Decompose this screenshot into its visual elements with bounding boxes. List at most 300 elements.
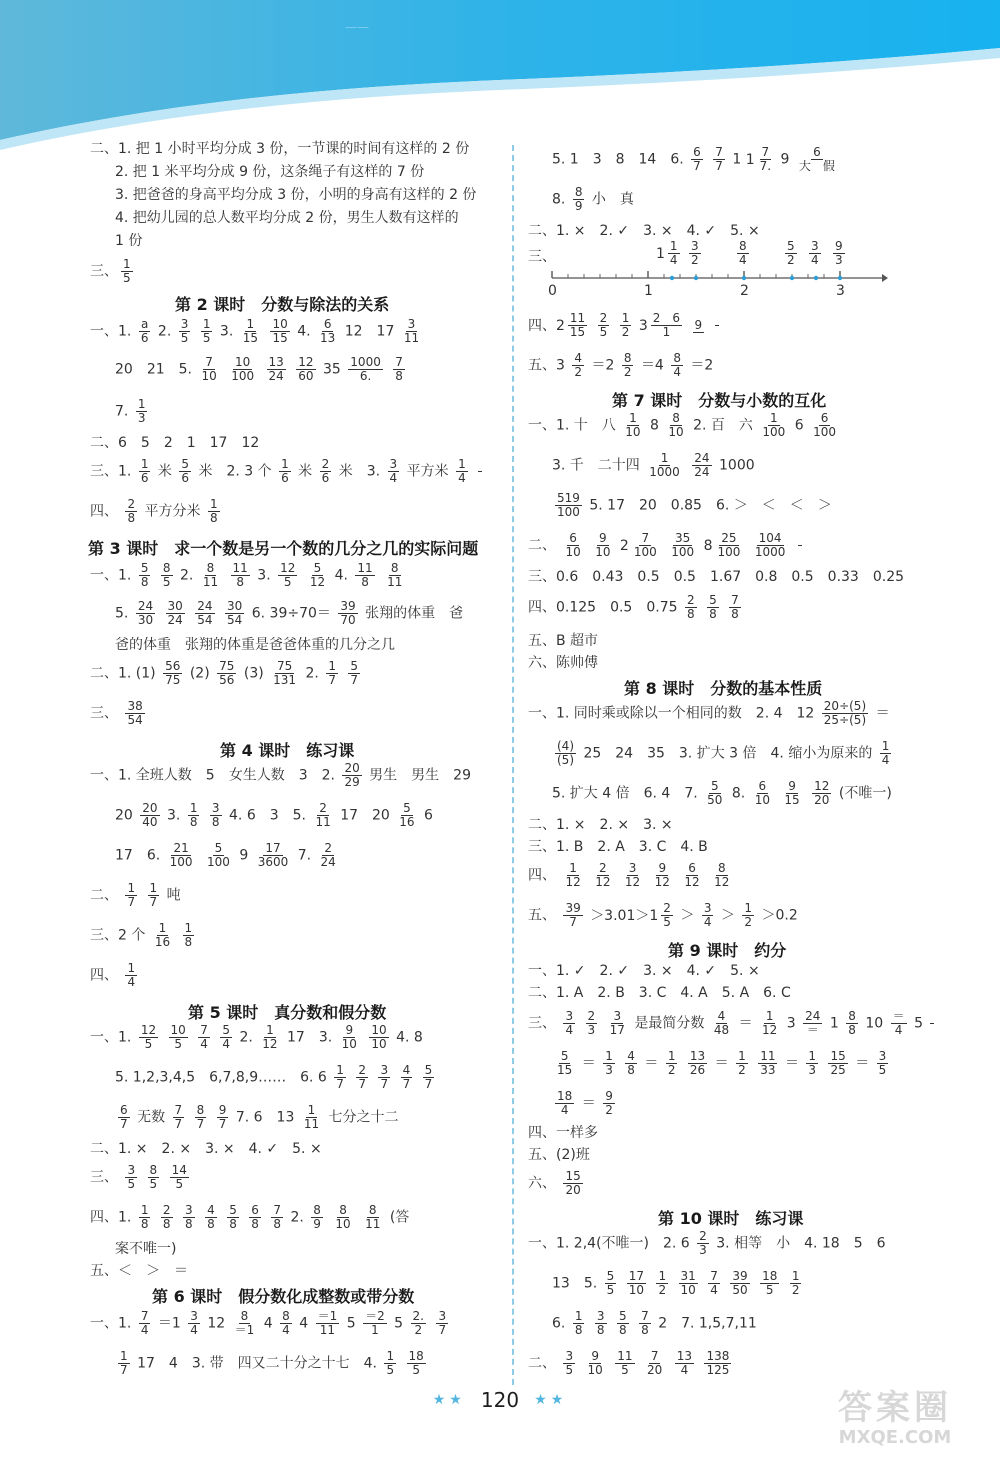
numerator: 3	[703, 901, 712, 915]
denominator: 10	[680, 1283, 696, 1297]
denominator: 11	[403, 331, 420, 345]
number-line-fraction-label	[782, 240, 800, 267]
text-segment: 5. 1 3 8 14 6.	[552, 151, 684, 168]
numerator: 2 6	[652, 311, 681, 325]
header-label: ——	[345, 20, 369, 34]
numerator: 8	[313, 1203, 321, 1217]
text-segment: 5.	[115, 605, 129, 622]
fraction	[705, 780, 724, 807]
numerator: 2	[686, 593, 695, 607]
text-segment: 五、3	[528, 357, 565, 374]
numerator: 1	[738, 1049, 746, 1063]
text-segment: 17 20	[340, 807, 390, 824]
fraction	[730, 1270, 749, 1297]
text-segment: 7.	[115, 403, 129, 420]
row	[90, 1204, 409, 1231]
fraction	[125, 700, 144, 727]
text-segment: 3	[786, 1015, 796, 1032]
whole-part: 四、2	[528, 317, 565, 334]
text-segment: 4.	[297, 323, 311, 340]
mixed-number	[590, 902, 676, 929]
fraction	[790, 1270, 802, 1297]
text-segment: 5	[346, 1315, 356, 1332]
denominator: 4	[881, 753, 890, 767]
fraction	[169, 1024, 188, 1051]
text-segment: 25 24 35 3. 扩大 3 倍 4. 缩小为原来的	[583, 745, 873, 762]
fraction	[661, 902, 673, 929]
fraction	[161, 562, 173, 589]
number-line-point	[838, 276, 842, 280]
denominator: 10	[595, 545, 611, 559]
section-title-lesson-10: 第 10 课时 练习课	[658, 1209, 804, 1228]
watermark-text: 答案圈	[838, 1388, 952, 1428]
fraction	[369, 1024, 388, 1051]
numerator: 18	[408, 1349, 424, 1363]
numerator: ＝2	[365, 1309, 385, 1323]
fraction	[555, 1090, 574, 1117]
fraction	[809, 240, 821, 267]
text-segment: 5	[394, 1315, 404, 1332]
number-line-fraction-label	[806, 240, 824, 267]
numerator: 1	[629, 411, 637, 425]
denominator: 10	[625, 425, 641, 439]
denominator: 100	[169, 855, 193, 869]
whole-part: 3	[638, 317, 648, 334]
denominator: 大 假	[798, 159, 835, 173]
denominator: 100	[633, 545, 657, 559]
text-segment: 2.	[180, 567, 194, 584]
fraction	[671, 352, 683, 379]
numerator: 5	[710, 779, 719, 793]
fraction	[199, 356, 218, 383]
denominator: 11	[303, 1117, 320, 1131]
numerator: 2.	[412, 1309, 424, 1323]
fraction	[271, 660, 298, 687]
fraction	[388, 458, 400, 485]
fraction	[639, 1310, 651, 1337]
denominator: 33	[760, 1063, 776, 1077]
mixed-number	[746, 146, 776, 173]
fraction	[220, 1024, 232, 1051]
row	[528, 862, 734, 889]
numerator: 2	[599, 861, 607, 875]
row	[115, 842, 341, 869]
numerator: 1000	[350, 355, 381, 369]
numerator: 20	[344, 761, 360, 775]
right-s9-r7: 五、(2)班	[528, 1147, 590, 1163]
fraction	[278, 562, 297, 589]
denominator: 4	[389, 471, 398, 485]
row	[528, 412, 841, 439]
text-segment: 8.	[552, 191, 566, 208]
numerator: 9	[658, 861, 667, 875]
numerator: 8	[282, 1309, 290, 1323]
mixed-number	[620, 532, 662, 559]
denominator: 7	[715, 159, 723, 173]
row	[552, 452, 755, 479]
denominator: 1	[371, 1323, 379, 1337]
row	[90, 882, 181, 909]
numerator: 4	[574, 351, 583, 365]
denominator: 5	[283, 575, 292, 589]
left-line-5: 1 份	[115, 233, 143, 249]
denominator: 8	[185, 1217, 193, 1231]
text-segment: 四、	[90, 503, 118, 520]
text-segment: 5. 1,2,3,4,5 6,7,8,9…… 6. 6	[115, 1069, 327, 1086]
text-segment: 4. 8	[396, 1029, 423, 1046]
denominator: 3	[808, 1063, 817, 1077]
text-segment: 无数	[137, 1109, 166, 1126]
numerator: 10	[272, 317, 288, 331]
fraction	[704, 1350, 731, 1377]
fraction	[713, 146, 725, 173]
numerator: 17	[265, 841, 281, 855]
numerator: 24	[197, 599, 213, 613]
denominator: 8	[162, 1217, 171, 1231]
text-segment: 7. 6 13	[235, 1109, 295, 1126]
numerator: 11	[232, 561, 248, 575]
row	[90, 962, 140, 989]
fraction	[241, 318, 260, 345]
text-segment: 二、	[528, 537, 556, 554]
numerator	[478, 471, 482, 472]
text-segment: 6. 39÷70＝	[251, 605, 331, 622]
numerator: 1	[791, 1269, 800, 1283]
fraction	[623, 862, 642, 889]
numerator: 2	[599, 311, 608, 325]
text-segment: 男生 男生 29	[369, 767, 471, 784]
denominator: 8	[686, 607, 695, 621]
denominator: 5	[127, 1177, 136, 1191]
fraction	[563, 902, 582, 929]
denominator: 4	[140, 1323, 149, 1337]
row	[90, 1164, 192, 1191]
fraction	[712, 1010, 731, 1037]
fraction	[555, 740, 576, 767]
numerator: 6	[693, 145, 701, 159]
row	[90, 1024, 423, 1051]
fraction	[316, 1310, 340, 1337]
fraction	[605, 1270, 617, 1297]
denominator: 5	[202, 331, 211, 345]
denominator: 12	[684, 875, 700, 889]
numerator: 15	[565, 1169, 581, 1183]
denominator: 4	[894, 1023, 903, 1037]
denominator: 8	[731, 607, 739, 621]
row	[528, 1170, 586, 1197]
text-segment: 吨	[166, 887, 181, 904]
fraction	[620, 312, 632, 339]
text-segment: 10	[865, 1015, 884, 1032]
row	[90, 562, 407, 589]
numerator: 1	[158, 921, 167, 935]
denominator: 54	[197, 613, 213, 627]
numerator: 4	[402, 1063, 411, 1077]
text-segment: 17 6.	[115, 847, 161, 864]
row	[528, 1230, 886, 1257]
fraction	[280, 1310, 292, 1337]
denominator: 6	[281, 471, 289, 485]
numerator: 7	[395, 355, 403, 369]
denominator: 5	[765, 1283, 774, 1297]
denominator: 15	[272, 331, 288, 345]
numerator: 7	[140, 1309, 149, 1323]
numerator: 2	[587, 1009, 596, 1023]
left-s5-r4: 二、1. × 2. × 3. × 4. ✓ 5. ×	[90, 1141, 322, 1157]
numerator: 7	[731, 593, 739, 607]
denominator: 54	[227, 613, 243, 627]
denominator: 1	[662, 325, 671, 339]
denominator: 7	[120, 1363, 128, 1377]
text-segment: 一、1.	[90, 323, 132, 340]
fraction	[563, 532, 582, 559]
denominator: 4	[190, 1323, 198, 1337]
fraction	[183, 1204, 195, 1231]
fraction	[311, 1204, 323, 1231]
numerator: 1	[307, 1103, 316, 1117]
text-segment: 米 2. 3 个	[198, 463, 272, 480]
numerator: 5	[350, 659, 359, 673]
left-san-row	[90, 258, 136, 285]
text-segment: (答	[389, 1209, 410, 1226]
fraction	[233, 1310, 257, 1337]
denominator: 7	[328, 673, 336, 687]
text-segment: 五、	[528, 907, 556, 924]
fraction	[833, 240, 845, 267]
fraction	[356, 1064, 368, 1091]
row	[115, 802, 433, 829]
text-segment: 三、	[90, 1169, 118, 1186]
denominator: 3	[699, 1243, 707, 1257]
numerator: 9	[599, 531, 607, 545]
numerator: 13	[268, 355, 284, 369]
text-segment: 张翔的体重 爸	[365, 605, 464, 622]
denominator: 2	[605, 1103, 613, 1117]
fraction	[208, 498, 220, 525]
denominator: 7	[120, 1117, 128, 1131]
numerator: 5	[181, 457, 189, 471]
denominator: 100	[231, 369, 255, 383]
denominator: 5	[663, 915, 671, 929]
text-segment: 4. 6 3 5.	[229, 807, 306, 824]
number-line-tick-label: 1	[644, 283, 653, 299]
numerator: 8	[368, 1203, 377, 1217]
numerator: 39	[565, 901, 581, 915]
numerator: 2	[663, 901, 671, 915]
denominator: 70	[340, 613, 356, 627]
numerator: 4	[717, 1009, 726, 1023]
numerator: 1	[660, 451, 669, 465]
numerator: 1	[386, 1349, 395, 1363]
fraction	[692, 452, 711, 479]
denominator: 6	[140, 331, 149, 345]
denominator: 8	[189, 815, 198, 829]
numerator: 9	[835, 239, 843, 253]
fraction	[279, 458, 291, 485]
row	[528, 352, 713, 379]
fraction	[179, 458, 191, 485]
denominator: 4	[811, 253, 819, 267]
numerator: 3	[380, 1063, 389, 1077]
denominator: 10	[668, 425, 684, 439]
fraction	[397, 802, 416, 829]
denominator: 17	[609, 1023, 625, 1037]
numerator: 4	[627, 1049, 635, 1063]
denominator: 10	[201, 369, 217, 383]
whole-part: ＞3.01＞1	[590, 907, 659, 924]
denominator: 2	[623, 365, 632, 379]
denominator: 2	[691, 253, 699, 267]
numerator: 11	[760, 1049, 776, 1063]
text-segment: 2. 百 六	[693, 417, 753, 434]
fraction	[179, 318, 191, 345]
row	[552, 740, 894, 767]
denominator: 16	[154, 935, 171, 949]
star-icon: ★★	[534, 1392, 568, 1408]
numerator: ＝1	[317, 1309, 338, 1323]
text-segment: 13 5.	[552, 1275, 598, 1292]
numerator: 5	[403, 801, 411, 815]
left-line-3: 3. 把爸爸的身高平均分成 3 份，小明的身高有这样的 2 份	[115, 187, 477, 203]
right-s7-r5: 三、0.6 0.43 0.5 0.5 1.67 0.8 0.5 0.33 0.25	[528, 569, 905, 585]
fraction	[340, 1024, 359, 1051]
text-segment: ＝4	[640, 357, 664, 374]
fraction	[210, 802, 222, 829]
fraction	[593, 532, 612, 559]
fraction	[478, 471, 482, 472]
numerator: 5	[606, 1269, 615, 1283]
fraction	[313, 802, 332, 829]
denominator: 11	[387, 575, 403, 589]
section-title-lesson-8: 第 8 课时 分数的基本性质	[624, 679, 823, 698]
denominator: 54	[127, 713, 143, 727]
numerator: 6	[569, 531, 577, 545]
numerator: 9	[591, 1349, 599, 1363]
denominator: 7.	[759, 159, 772, 173]
text-segment: (3)	[243, 665, 264, 682]
text-segment: 3.	[167, 807, 181, 824]
numerator: 18	[557, 1089, 573, 1103]
left-s2-r4: 二、6 5 2 1 17 12	[90, 435, 260, 451]
fraction	[136, 398, 148, 425]
section-title-lesson-7: 第 7 课时 分数与小数的互化	[612, 391, 827, 410]
row	[528, 594, 744, 621]
numerator: 3	[628, 861, 637, 875]
text-segment: 2.	[239, 1029, 253, 1046]
numerator: 12	[280, 561, 296, 575]
left-s5-r8: 五、＜ ＞ ＝	[90, 1263, 188, 1279]
numerator: 1	[184, 921, 193, 935]
text-segment: 5. 17 20 0.85 6. ＞ ＜ ＜ ＞	[589, 497, 832, 514]
fraction	[572, 352, 584, 379]
fraction	[125, 882, 137, 909]
number-line-tick-label: 2	[740, 283, 749, 299]
denominator: 5	[144, 1037, 153, 1051]
numerator: 7	[200, 1023, 208, 1037]
denominator: 2	[658, 1283, 667, 1297]
row	[115, 356, 408, 383]
numerator: 39	[732, 1269, 748, 1283]
numerator: 104	[758, 531, 782, 545]
denominator: 10	[565, 545, 581, 559]
denominator: 2	[621, 325, 630, 339]
denominator: 8	[619, 1323, 627, 1337]
denominator: 5	[621, 1363, 629, 1377]
denominator: 7	[358, 1077, 367, 1091]
numerator: 138	[706, 1349, 730, 1363]
fraction	[188, 1310, 200, 1337]
fraction	[563, 1350, 575, 1377]
section-title-lesson-9: 第 9 课时 约分	[668, 941, 787, 960]
denominator: 4	[680, 1363, 689, 1377]
denominator: 4	[200, 1037, 208, 1051]
denominator: 8	[848, 1023, 856, 1037]
text-segment: 平方米	[406, 463, 449, 480]
numerator: 3	[190, 1309, 198, 1323]
denominator: 29	[344, 775, 360, 789]
fraction	[603, 1050, 615, 1077]
numerator: 5	[424, 1063, 433, 1077]
numerator: 3	[127, 1163, 136, 1177]
numerator: 2	[358, 1063, 367, 1077]
left-line-1: 二、1. 把 1 小时平均分成 3 份，一节课的时间有这样的 2 份	[90, 141, 470, 157]
numerator	[930, 1023, 934, 1024]
denominator: 75	[165, 673, 181, 687]
fraction	[880, 740, 892, 767]
text-segment: ＞	[720, 907, 735, 924]
text-segment: 四、	[528, 867, 556, 884]
denominator: 10	[628, 1283, 644, 1297]
text-segment: 8.	[731, 785, 746, 802]
denominator: 24	[268, 369, 284, 383]
fraction	[125, 1164, 137, 1191]
numerator: 5	[214, 841, 223, 855]
denominator: 12	[762, 1023, 778, 1037]
numerator: 9	[345, 1023, 354, 1037]
numerator: 56	[165, 659, 181, 673]
denominator: 8	[709, 607, 717, 621]
denominator: 5	[123, 271, 131, 285]
numerator: 2	[319, 801, 327, 815]
denominator: 8	[361, 575, 369, 589]
fraction	[195, 600, 214, 627]
text-segment: 35	[323, 361, 341, 378]
denominator: 20	[814, 793, 830, 807]
text-segment: 一、1.	[90, 1029, 132, 1046]
numerator: 7	[650, 1349, 659, 1363]
denominator: 4	[710, 1283, 718, 1297]
row	[115, 1064, 437, 1091]
right-s8-r4: 二、1. × 2. × 3. ×	[528, 817, 673, 833]
fraction	[249, 1204, 261, 1231]
text-segment: ＝	[875, 705, 890, 722]
denominator: 24	[320, 855, 336, 869]
fraction	[342, 762, 361, 789]
fraction	[436, 1310, 448, 1337]
fraction	[753, 780, 772, 807]
numerator: 8	[162, 561, 171, 575]
row	[552, 1270, 804, 1297]
numerator: 8	[240, 1309, 249, 1323]
numerator: 3	[878, 1049, 887, 1063]
number-line-tick-label: 0	[548, 283, 557, 299]
text-segment: 2.	[157, 323, 172, 340]
left-s3-r3: 爸的体重 张翔的体重是爸爸体重的几分之几	[115, 637, 395, 653]
numerator: 6	[120, 1103, 128, 1117]
numerator: 1	[189, 801, 198, 815]
fraction	[363, 1310, 387, 1337]
text-segment: 是最简分数	[634, 1015, 705, 1032]
